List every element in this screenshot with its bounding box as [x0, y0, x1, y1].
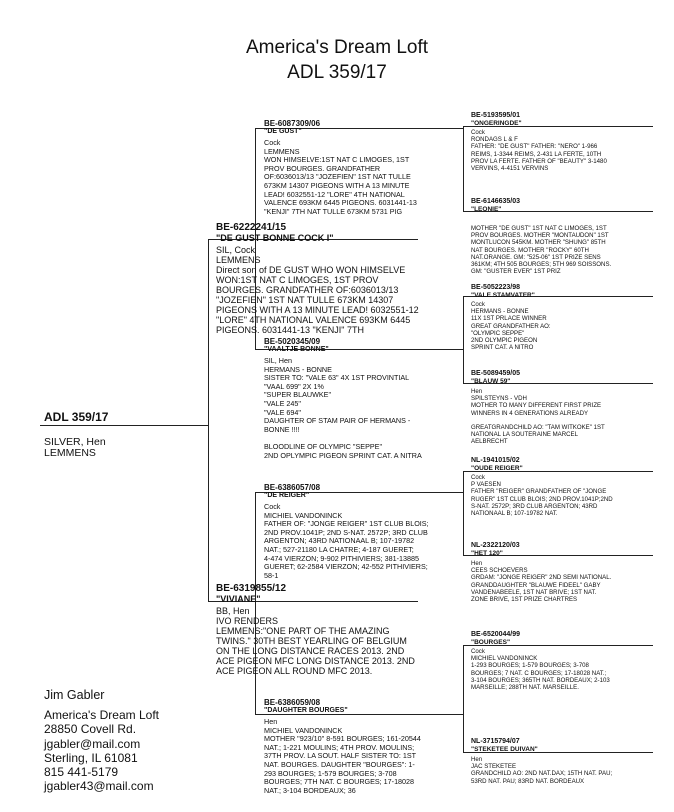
grandparent-name: "VAALTJE BONNE" — [264, 346, 329, 353]
contact-details: America's Dream Loft 28850 Covell Rd. jgabler@mail.com Sterling, IL 61081 815 441-5179 jgabler43@mail.com — [44, 708, 159, 794]
great-grandparent-name: "BOURGES" — [471, 639, 511, 646]
great-grandparent-block — [471, 542, 666, 603]
great-grandparent-block — [471, 112, 666, 172]
grandparent-name: "DE GUST" — [264, 128, 302, 135]
great-grandparent-details: Cock MICHIEL VANDONINCK 1-293 BOURGES; 1-579 BOURGES; 3-708 BOURGES; 7 NAT. C BOURGES; 17-18028 NAT.; 3-104 BOURGES; 365TH NAT. BORDEAUX; 2-103 MARSEILLE; 288TH NAT. MARSEILLE. — [471, 648, 610, 692]
sire-details: SIL, Cock LEMMENS Direct son of DE GUST WHO WON HIMSELVE WON:1ST NAT C LIMOGES, 1ST PROV BOURGES. GRANDFATHER OF:6036013/13 "JOZEFIEN" 1ST NAT TULLE 673KM 14307 PIGEONS WITH A 13 MINUTE LEAD! 6032551-12 "LORE" 4TH NATIONAL VALENCE 693KM 6445 PIGEONS. 6031441-13 "KENJI" 7TH — [216, 245, 419, 335]
grandparent-block — [264, 119, 464, 216]
subject-id: ADL 359/17 — [44, 410, 109, 424]
grandparent-id: BE-6386059/08 — [264, 698, 321, 707]
great-grandparent-block — [471, 631, 666, 691]
great-grandparent-name: "OUDE REIGER" — [471, 465, 523, 472]
sire-name: "DE GUST BONNE COCK I" — [216, 233, 334, 243]
grandparent-details: Cock MICHIEL VANDONINCK FATHER OF: "JONGE REIGER" 1ST CLUB BLOIS; 2ND PROV.1041P; 2ND S-NAT. 2572P; 3RD CLUB ARGENTON; 43RD NATIONAAL B; 107-19782 NAT.; 527-21180 LA CHATRE; 4-187 GUERET; 4-474 VIERZON; 9-902 PITHIVIERS; 381-13885 GUERET; 62-2584 VIERZON; 42-552 PITHIVIERS; 58-1 — [264, 502, 429, 580]
grandparent-id: BE-6386057/08 — [264, 483, 321, 492]
great-grandparent-block — [471, 284, 666, 351]
grandparent-block — [264, 698, 464, 795]
great-grandparent-name: "ONGERINGDE" — [471, 120, 522, 127]
great-grandparent-id: BE-6520044/99 — [471, 631, 521, 638]
great-grandparent-id: BE-5052223/98 — [471, 284, 521, 291]
great-grandparent-details: Hen CEES SCHOEVERS GRDAM: "JONGE REIGER" 2ND SEMI NATIONAL. GRANDDAUGHTER "BLAUWE FIDEEL" GABY VANDENABEELE, 1ST NAT BRIVE; 1ST NAT. ZONE BRIVE, 1ST PRIZE CHARTRES — [471, 560, 612, 604]
great-grandparent-details: Cock RONDAGS L & F FATHER: "DE GUST" FATHER: "NERO" 1-966 REIMS, 1-3344 REIMS, 2-431 LA FERTE, 10TH PROV LA FERTE. FATHER OF "BEAUTY" 3-1480 VERVINS, 4-4151 VERVINS — [471, 129, 607, 173]
grandparent-id: BE-5020345/09 — [264, 337, 321, 346]
sire-block — [216, 222, 426, 335]
great-grandparent-details: Cock P VAESEN FATHER "REIGER" GRANDFATHER OF "JONGE RUGER" 1ST CLUB BLOIS; 2ND PROV.1041P;2ND S-NAT. 2572P; 3RD CLUB ARGENTON; 43RD NATIONAAL B; 107-19782 NAT. — [471, 474, 613, 518]
great-grandparent-details: MOTHER "DE GUST" 1ST NAT C LIMOGES, 1ST PROV BOURGES. MOTHER "MONTAUDON" 1ST MONTLUCON 545KM. MOTHER "SHUNG" 85TH NAT BOURGES. MOTHER "ROCKY" 60TH NAT.ORANGE. GM: "525-06" 1ST PRIZE SENS 361KM; 4TH 505 BOURGES; 5TH 969 SOISSONS. GM: "GUSTER EVER" 1ST PRIZ — [471, 225, 612, 276]
dam-block — [216, 583, 426, 676]
contact-name: Jim Gabler — [44, 688, 105, 702]
grandparent-id: BE-6087309/06 — [264, 119, 321, 128]
grandparent-block — [264, 337, 464, 460]
great-grandparent-details: Cock HERMANS - BONNE 11X 1ST PRLACE WINNER GREAT GRANDFATHER AO: "OLYMPIC SEPPE" 2ND OLYMPIC PIGEON SPRINT CAT. A NITRO — [471, 301, 551, 352]
dam-name: "VIVIANE" — [216, 594, 261, 604]
subject-details: SILVER, Hen LEMMENS — [44, 436, 106, 459]
great-grandparent-name: "HET 120" — [471, 550, 503, 557]
great-grandparent-block — [471, 738, 666, 785]
great-grandparent-details: Hen JAC STEKETEE GRANDCHILD AO: 2ND NAT.DAX; 15TH NAT. PAU; 53RD NAT. PAU; 83RD NAT. BORDEAUX — [471, 756, 613, 785]
great-grandparent-id: BE-5089459/05 — [471, 370, 521, 377]
page-subtitle: ADL 359/17 — [287, 62, 387, 83]
great-grandparent-name: "VALE STAMVATER" — [471, 292, 535, 299]
grandparent-name: "DE REIGER" — [264, 492, 310, 499]
great-grandparent-name: "STEKETEE DUIVAN" — [471, 746, 538, 753]
great-grandparent-id: BE-6146635/03 — [471, 198, 521, 205]
sire-id: BE-6222241/15 — [216, 222, 287, 233]
great-grandparent-block — [471, 457, 666, 517]
grandparent-name: "DAUGHTER BOURGES" — [264, 707, 348, 714]
grandparent-details: Cock LEMMENS WON HIMSELVE:1ST NAT C LIMOGES, 1ST PROV BOURGES. GRANDFATHER OF:6036013/13 "JOZEFIEN" 1ST NAT TULLE 673KM 14307 PIGEONS WITH A 13 MINUTE LEAD! 6032551-12 "LORE" 4TH NATIONAL VALENCE 693KM 6445 PIGEONS. 6031441-13 "KENJI" 7TH NAT TULLE 673KM 5731 PIG — [264, 138, 417, 216]
grandparent-details: Hen MICHIEL VANDONINCK MOTHER "923/10" 8-591 BOURGES; 161-20544 NAT.; 1-221 MOULINS; 4TH PROV. MOULINS; 37TH PROV. LA SOUT. HALF SISTER TO: 1ST NAT. BOURGES. DAUGHTER "BOURGES": 1- 293 BOURGES; 1-579 BOURGES; 3-708 BOURGES; 7TH NAT. C BOURGES; 17-18028 NAT.; 3-104 BORDEAUX; 36 — [264, 717, 421, 795]
great-grandparent-details: Hen SPILSTEYNS - VDH MOTHER TO MANY DIFFERENT FIRST PRIZE WINNERS IN 4 GENERATIONS ALREADY GREATGRANDCHILD AO: "TAM WITKOKE" 1ST NATIONAL LA SOUTERAINE MARCEL AELBRECHT — [471, 388, 605, 446]
grandparent-details: SIL, Hen HERMANS - BONNE SISTER TO: "VALE 63" 4X 1ST PROVINTIAL "VAAL 699" 2X 1% "SUPER BLAUWKE" "VALE 245" "VALE 694" DAUGHTER OF STAM PAIR OF HERMANS - BONNE !!!! BLOODLINE OF OLYMPIC "SEPPE" 2ND OPLYMPIC PIGEON SPRINT CAT. A NITRA — [264, 356, 422, 460]
great-grandparent-block — [471, 370, 666, 446]
great-grandparent-name: "LEONIE" — [471, 206, 502, 213]
page-title: America's Dream Loft — [245, 37, 429, 58]
great-grandparent-id: NL-2322120/03 — [471, 542, 520, 549]
great-grandparent-id: NL-3715794/07 — [471, 738, 520, 745]
great-grandparent-id: BE-5193595/01 — [471, 112, 521, 119]
great-grandparent-name: "BLAUW 59" — [471, 378, 511, 385]
great-grandparent-id: NL-1941015/02 — [471, 457, 520, 464]
great-grandparent-block — [471, 198, 666, 275]
grandparent-block — [264, 483, 464, 580]
dam-details: BB, Hen IVO RENDERS LEMMENS:"ONE PART OF THE AMAZING TWINS." 30TH BEST YEARLING OF BELGIUM ON THE LONG DISTANCE RACES 2013. 2ND ACE PIGEON MFC LONG DISTANCE 2013. 2ND ACE PIGEON ALL ROUND MFC 2013. — [216, 606, 415, 676]
dam-id: BE-6319855/12 — [216, 583, 287, 594]
